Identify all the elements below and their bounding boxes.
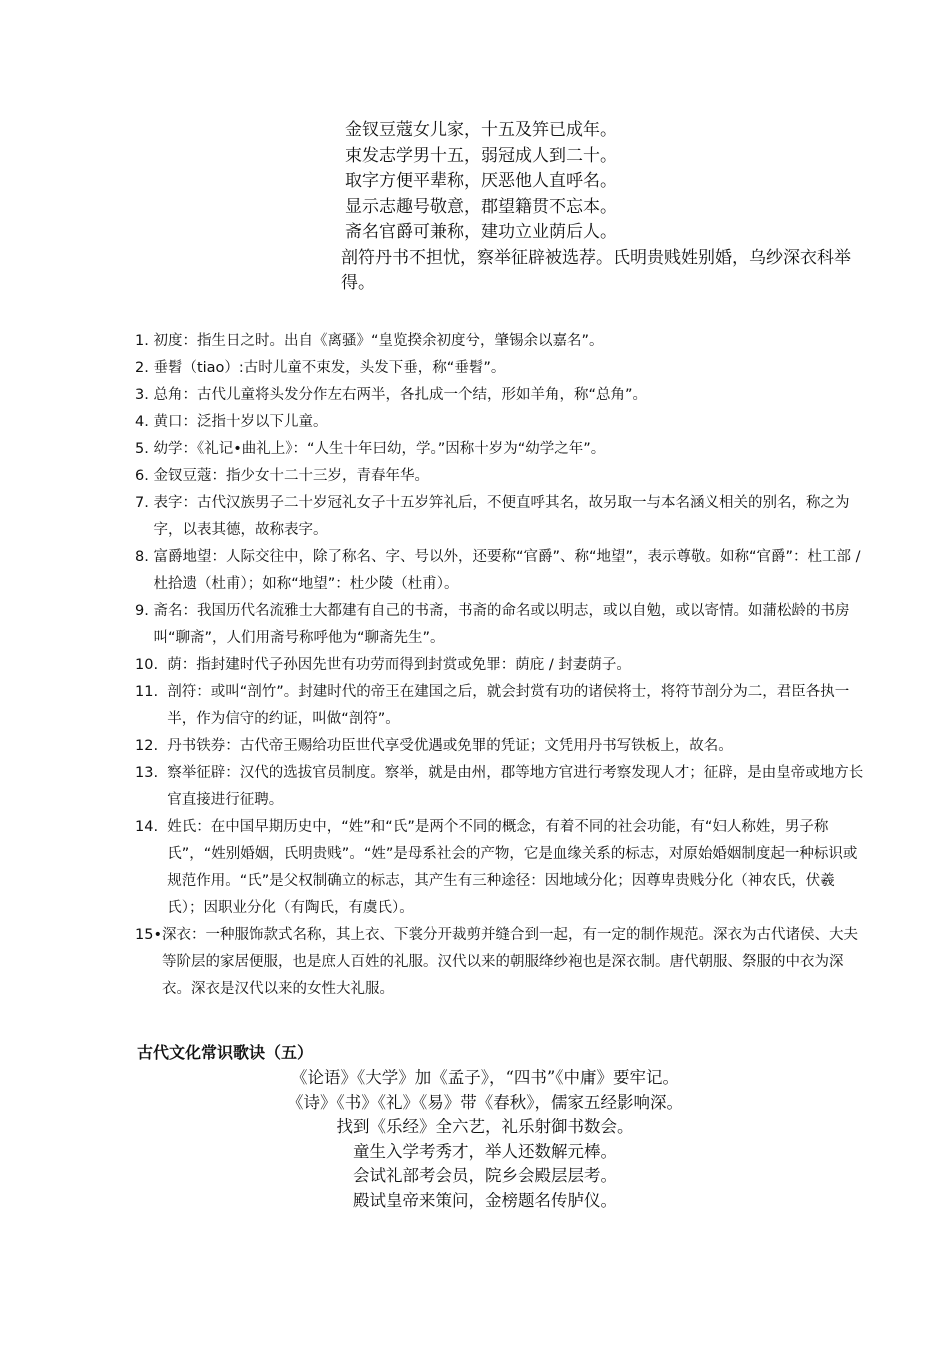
note-item — [135, 598, 870, 652]
note-text: 幼学：《礼记•曲礼上》：“人生十年曰幼，学。”因称十岁为“幼学之年”。 — [153, 441, 606, 457]
note-item — [135, 814, 870, 922]
verse-line: 显示志趣号敬意，郡望籍贯不忘本。 — [345, 196, 617, 217]
note-item — [135, 355, 870, 382]
note-number: 12. — [135, 738, 168, 754]
note-item — [135, 490, 870, 544]
verse-line: 斋名官爵可兼称，建功立业荫后人。 — [345, 222, 617, 242]
note-item — [135, 463, 870, 490]
note-item — [135, 382, 870, 409]
note-item — [135, 652, 870, 679]
note-text: 黄口：泛指十岁以下儿童。 — [153, 414, 328, 430]
note-item — [135, 733, 870, 760]
verse-line: 找到《乐经》全六艺，礼乐射御书数会。 — [336, 1117, 634, 1136]
note-item — [135, 679, 870, 733]
verse-block-2 — [185, 1066, 785, 1213]
verse-line: 殿试皇帝来策问，金榜题名传胪仪。 — [353, 1190, 617, 1210]
note-text: 初度：指生日之时。出自《离骚》“皇览揆余初度兮，肇锡余以嘉名”。 — [153, 333, 604, 349]
note-item — [135, 409, 870, 436]
note-number: 3. — [135, 387, 154, 403]
verse-line: 《论语》《大学》加《孟子》，“四书”《中庸》要牢记。 — [290, 1068, 680, 1087]
notes-list — [135, 328, 870, 1003]
note-item — [135, 922, 870, 1003]
note-number: 4. — [135, 414, 154, 430]
note-number: 6. — [135, 468, 154, 484]
note-item — [135, 328, 870, 355]
note-text: 斋名：我国历代名流雅士大都建有自己的书斋，书斋的命名或以明志，或以自勉，或以寄情。如蒲松龄的书房叫“聊斋”，人们用斋号称呼他为“聊斋先生”。 — [153, 603, 850, 646]
verse-block-1 — [341, 118, 866, 297]
verse-line: 金钗豆蔻女儿家，十五及笄已成年。 — [345, 120, 617, 140]
note-number: 11. — [135, 684, 168, 700]
note-item — [135, 436, 870, 463]
note-number: 9. — [135, 603, 154, 619]
note-number: 8. — [135, 549, 154, 565]
note-number: 2. — [135, 360, 154, 376]
verse-line: 取字方便平辈称，厌恶他人直呼名。 — [345, 171, 617, 191]
section-heading: 古代文化常识歌诀（五） — [137, 1043, 314, 1062]
note-text: 姓氏：在中国早期历史中，“姓”和“氏”是两个不同的概念，有着不同的社会功能，有“妇人称姓，男子称氏”，“姓别婚姻，氏明贵贱”。“姓”是母系社会的产物，它是血缘关系的标志，对原始婚姻制度起一种标识或规范作用。“氏”是父权制确立的标志，其产生有三种途径：因地域分化；因尊卑贵贱分化（神农氏，伏羲氏）；因职业分化（有陶氏，有虞氏）。 — [167, 819, 858, 916]
note-number: 14. — [135, 819, 168, 835]
note-item — [135, 760, 870, 814]
note-text: 察举征辟：汉代的选拔官员制度。察举，就是由州，郡等地方官进行考察发现人才；征辟，是由皇帝或地方长官直接进行征聘。 — [167, 765, 864, 808]
note-number: 1. — [135, 333, 154, 349]
verse-line: 束发志学男十五，弱冠成人到二十。 — [345, 145, 617, 166]
note-text: 富爵地望：人际交往中，除了称名、字、号以外，还要称“官爵”、称“地望”，表示尊敬。如称“官爵”：杜工部 / 杜拾遗（杜甫）；如称“地望”：杜少陵（杜甫）。 — [153, 549, 861, 592]
verse-line: 会试礼部考会员，院乡会殿层层考。 — [353, 1166, 617, 1185]
note-item — [135, 544, 870, 598]
note-text: 剖符：或叫“剖竹”。封建时代的帝王在建国之后，就会封赏有功的诸侯将士，将符节剖分为二，君臣各执一半，作为信守的约证，叫做“剖符”。 — [167, 684, 850, 727]
note-number: 10. — [135, 657, 168, 673]
note-text: 金钗豆蔻：指少女十二十三岁，青春年华。 — [153, 468, 429, 484]
note-number: 7. — [135, 495, 154, 511]
note-text: 总角：古代儿童将头发分作左右两半，各扎成一个结，形如羊角，称“总角”。 — [153, 387, 647, 403]
note-text: 丹书铁券：古代帝王赐给功臣世代享受优遇或免罪的凭证；文凭用丹书写铁板上，故名。 — [167, 738, 733, 754]
note-number: 5. — [135, 441, 154, 457]
verse-line: 剖符丹书不担忧，察举征辟被选荐。氏明贵贱姓别婚，乌纱深衣科举得。 — [341, 247, 851, 293]
note-text: 垂髫（tiao）:古时儿童不束发，头发下垂，称“垂髫”。 — [153, 360, 506, 376]
verse-line: 童生入学考秀才，举人还数解元棒。 — [353, 1141, 617, 1161]
note-text: 荫：指封建时代子孙因先世有功劳而得到封赏或免罪：荫庇 / 封妻荫子。 — [167, 657, 631, 673]
verse-line: 《诗》《书》《礼》《易》带《春秋》，儒家五经影响深。 — [287, 1092, 683, 1112]
note-number: 15• — [135, 927, 163, 943]
note-number: 13. — [135, 765, 168, 781]
note-text: 表字：古代汉族男子二十岁冠礼女子十五岁笄礼后，不便直呼其名，故另取一与本名涵义相关的别名，称之为字，以表其德，故称表字。 — [153, 495, 850, 538]
note-text: 深衣：一种服饰款式名称，其上衣、下裳分开裁剪并缝合到一起，有一定的制作规范。深衣为古代诸侯、大夫等阶层的家居便服，也是庶人百姓的礼服。汉代以来的朝服绛纱袍也是深衣制。唐代朝服、祭服的中衣为深衣。深衣是汉代以来的女性大礼服。 — [162, 927, 859, 997]
